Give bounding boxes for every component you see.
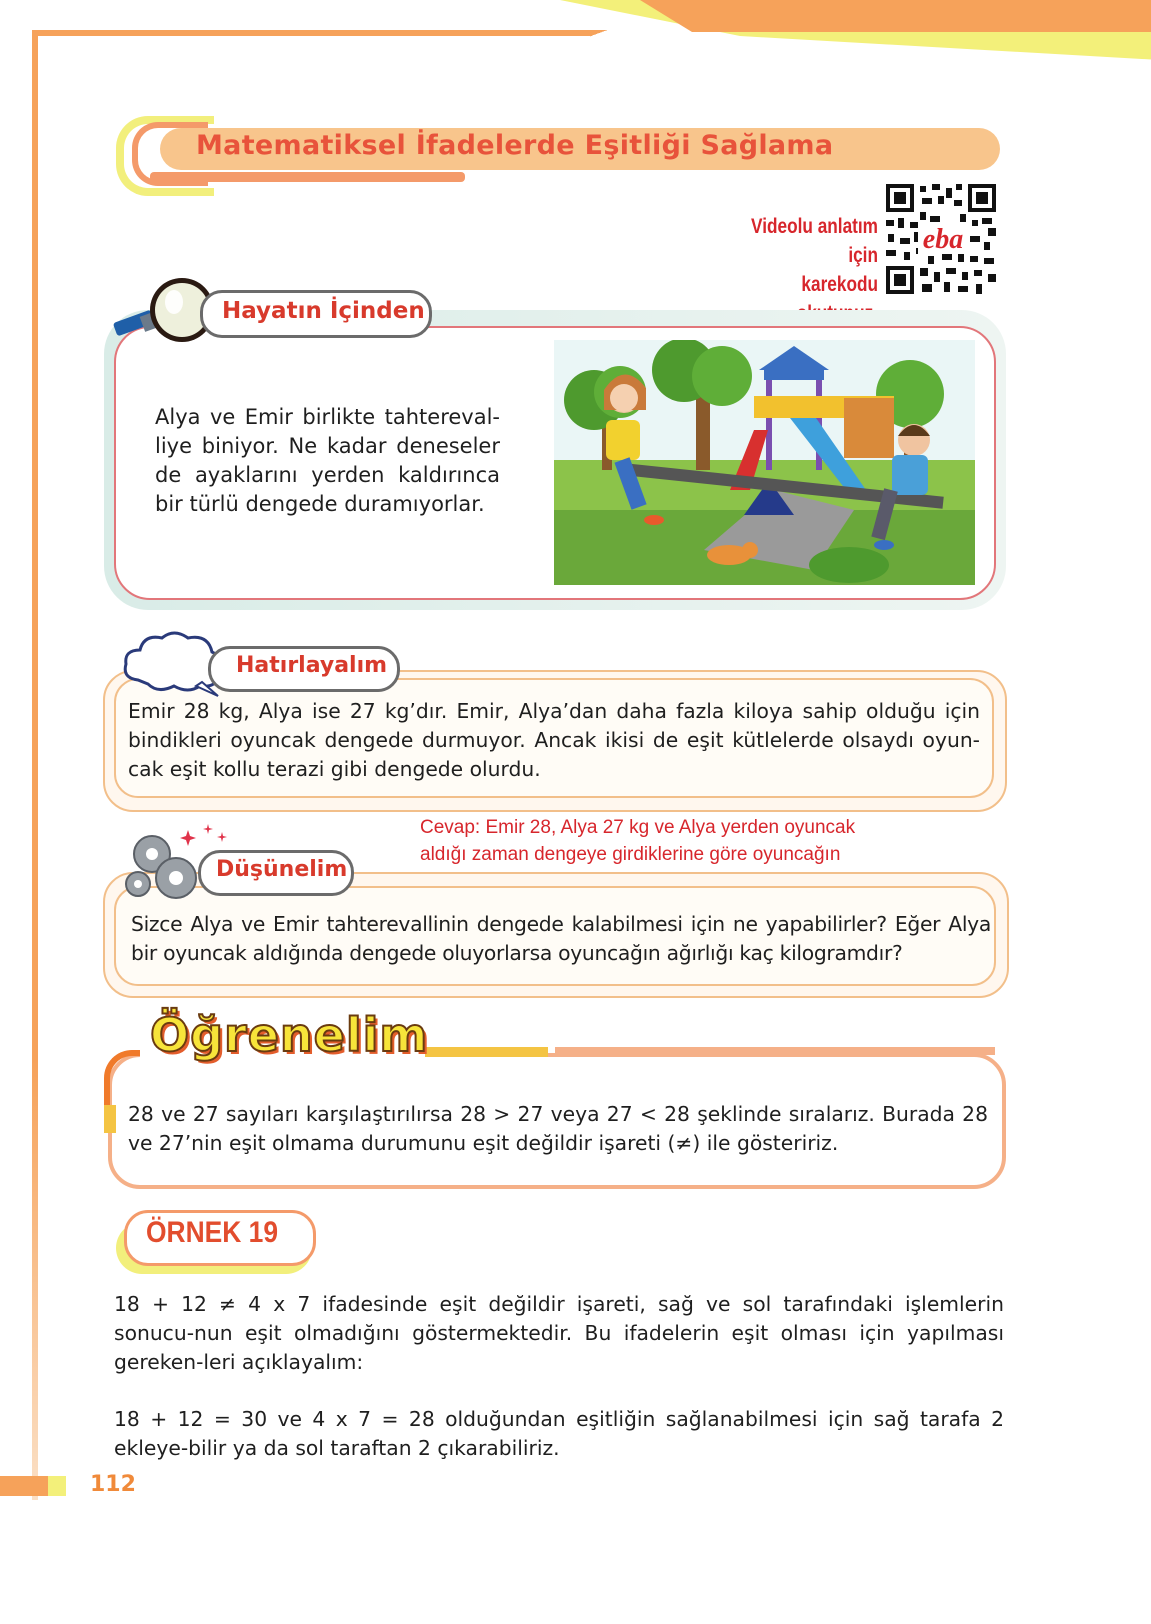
ornek-paragraph-1: 18 + 12 ≠ 4 x 7 ifadesinde eşit değildir işareti, sağ ve sol tarafındaki işlemlerin sonucu-nun eşit olmadığını göstermektedir. Bu ifadelerin eşit olması için yapılması gereken-leri açıklayalım: <box>114 1292 1004 1374</box>
dusunelim-text: Sizce Alya ve Emir tahterevallinin dengede kalabilmesi için ne yapabilirler? Eğer Alya bir oyuncak aldığında dengede oluyorlarsa oyuncağın ağırlığı kaç kilogramdır? <box>131 912 991 965</box>
page-number-orange-bar <box>0 1476 48 1496</box>
ogrenelim-bar-orange <box>555 1047 995 1055</box>
eba-logo: eba <box>922 224 964 255</box>
ornek-paragraph-2: 18 + 12 = 30 ve 4 x 7 = 28 olduğundan eşitliğin sağlanabilmesi için sağ tarafa 2 ekleye-bilir ya da sol taraftan 2 çıkarabiliriz. <box>114 1407 1004 1460</box>
hatirlayalim-heading: Hatırlayalım <box>236 653 388 678</box>
ogrenelim-text: 28 ve 27 sayıları karşılaştırılırsa 28 > 27 veya 27 < 28 şeklinde sıralarız. Burada 28 ve 27’nin eşit olmama durumunu eşit değildir işareti (≠) ile gösteririz. <box>128 1102 988 1155</box>
ogrenelim-heading: Öğrenelim <box>150 1008 429 1062</box>
qr-label-line2: karekodu <box>801 273 878 296</box>
answer-note: Cevap: Emir 28, Alya 27 kg ve Alya yerden oyuncak aldığı zaman dengeye girdiklerine göre oyuncağın <box>420 817 856 865</box>
title-underline <box>150 172 465 182</box>
hayatin-icinden-heading: Hayatın İçinden <box>222 298 425 324</box>
qr-label-line1: Videolu anlatım için <box>751 215 878 267</box>
frame-top-line <box>32 30 592 36</box>
frame-top-diagonal <box>590 30 750 70</box>
ornek-label: ÖRNEK 19 <box>146 1216 279 1249</box>
page-title: Matematiksel İfadelerde Eşitliği Sağlama <box>196 130 834 161</box>
qr-code[interactable] <box>884 182 998 296</box>
top-orange-band <box>640 0 1151 32</box>
page-number: 112 <box>90 1472 136 1497</box>
hatirlayalim-text: Emir 28 kg, Alya ise 27 kg’dır. Emir, Alya’dan daha fazla kiloya sahip olduğu için bindikleri oyuncak dengede durmuyor. Ancak ikisi de eşit kütlelerde olsaydı oyun-cak eşit kollu terazi gibi dengede olurdu. <box>128 699 980 781</box>
dusunelim-heading: Düşünelim <box>216 857 348 882</box>
hayatin-icinden-text: Alya ve Emir birlikte tahtereval-liye biniyor. Ne kadar deneseler de ayaklarını yerden kaldırınca bir türlü dengede duramıyorlar. <box>155 405 500 516</box>
playground-seesaw-illustration <box>554 340 975 585</box>
frame-left-line <box>32 30 38 1500</box>
page-number-yellow-bar <box>48 1476 66 1496</box>
ogrenelim-bar-yellow <box>420 1047 548 1057</box>
ogrenelim-yellow-marker <box>104 1105 116 1133</box>
